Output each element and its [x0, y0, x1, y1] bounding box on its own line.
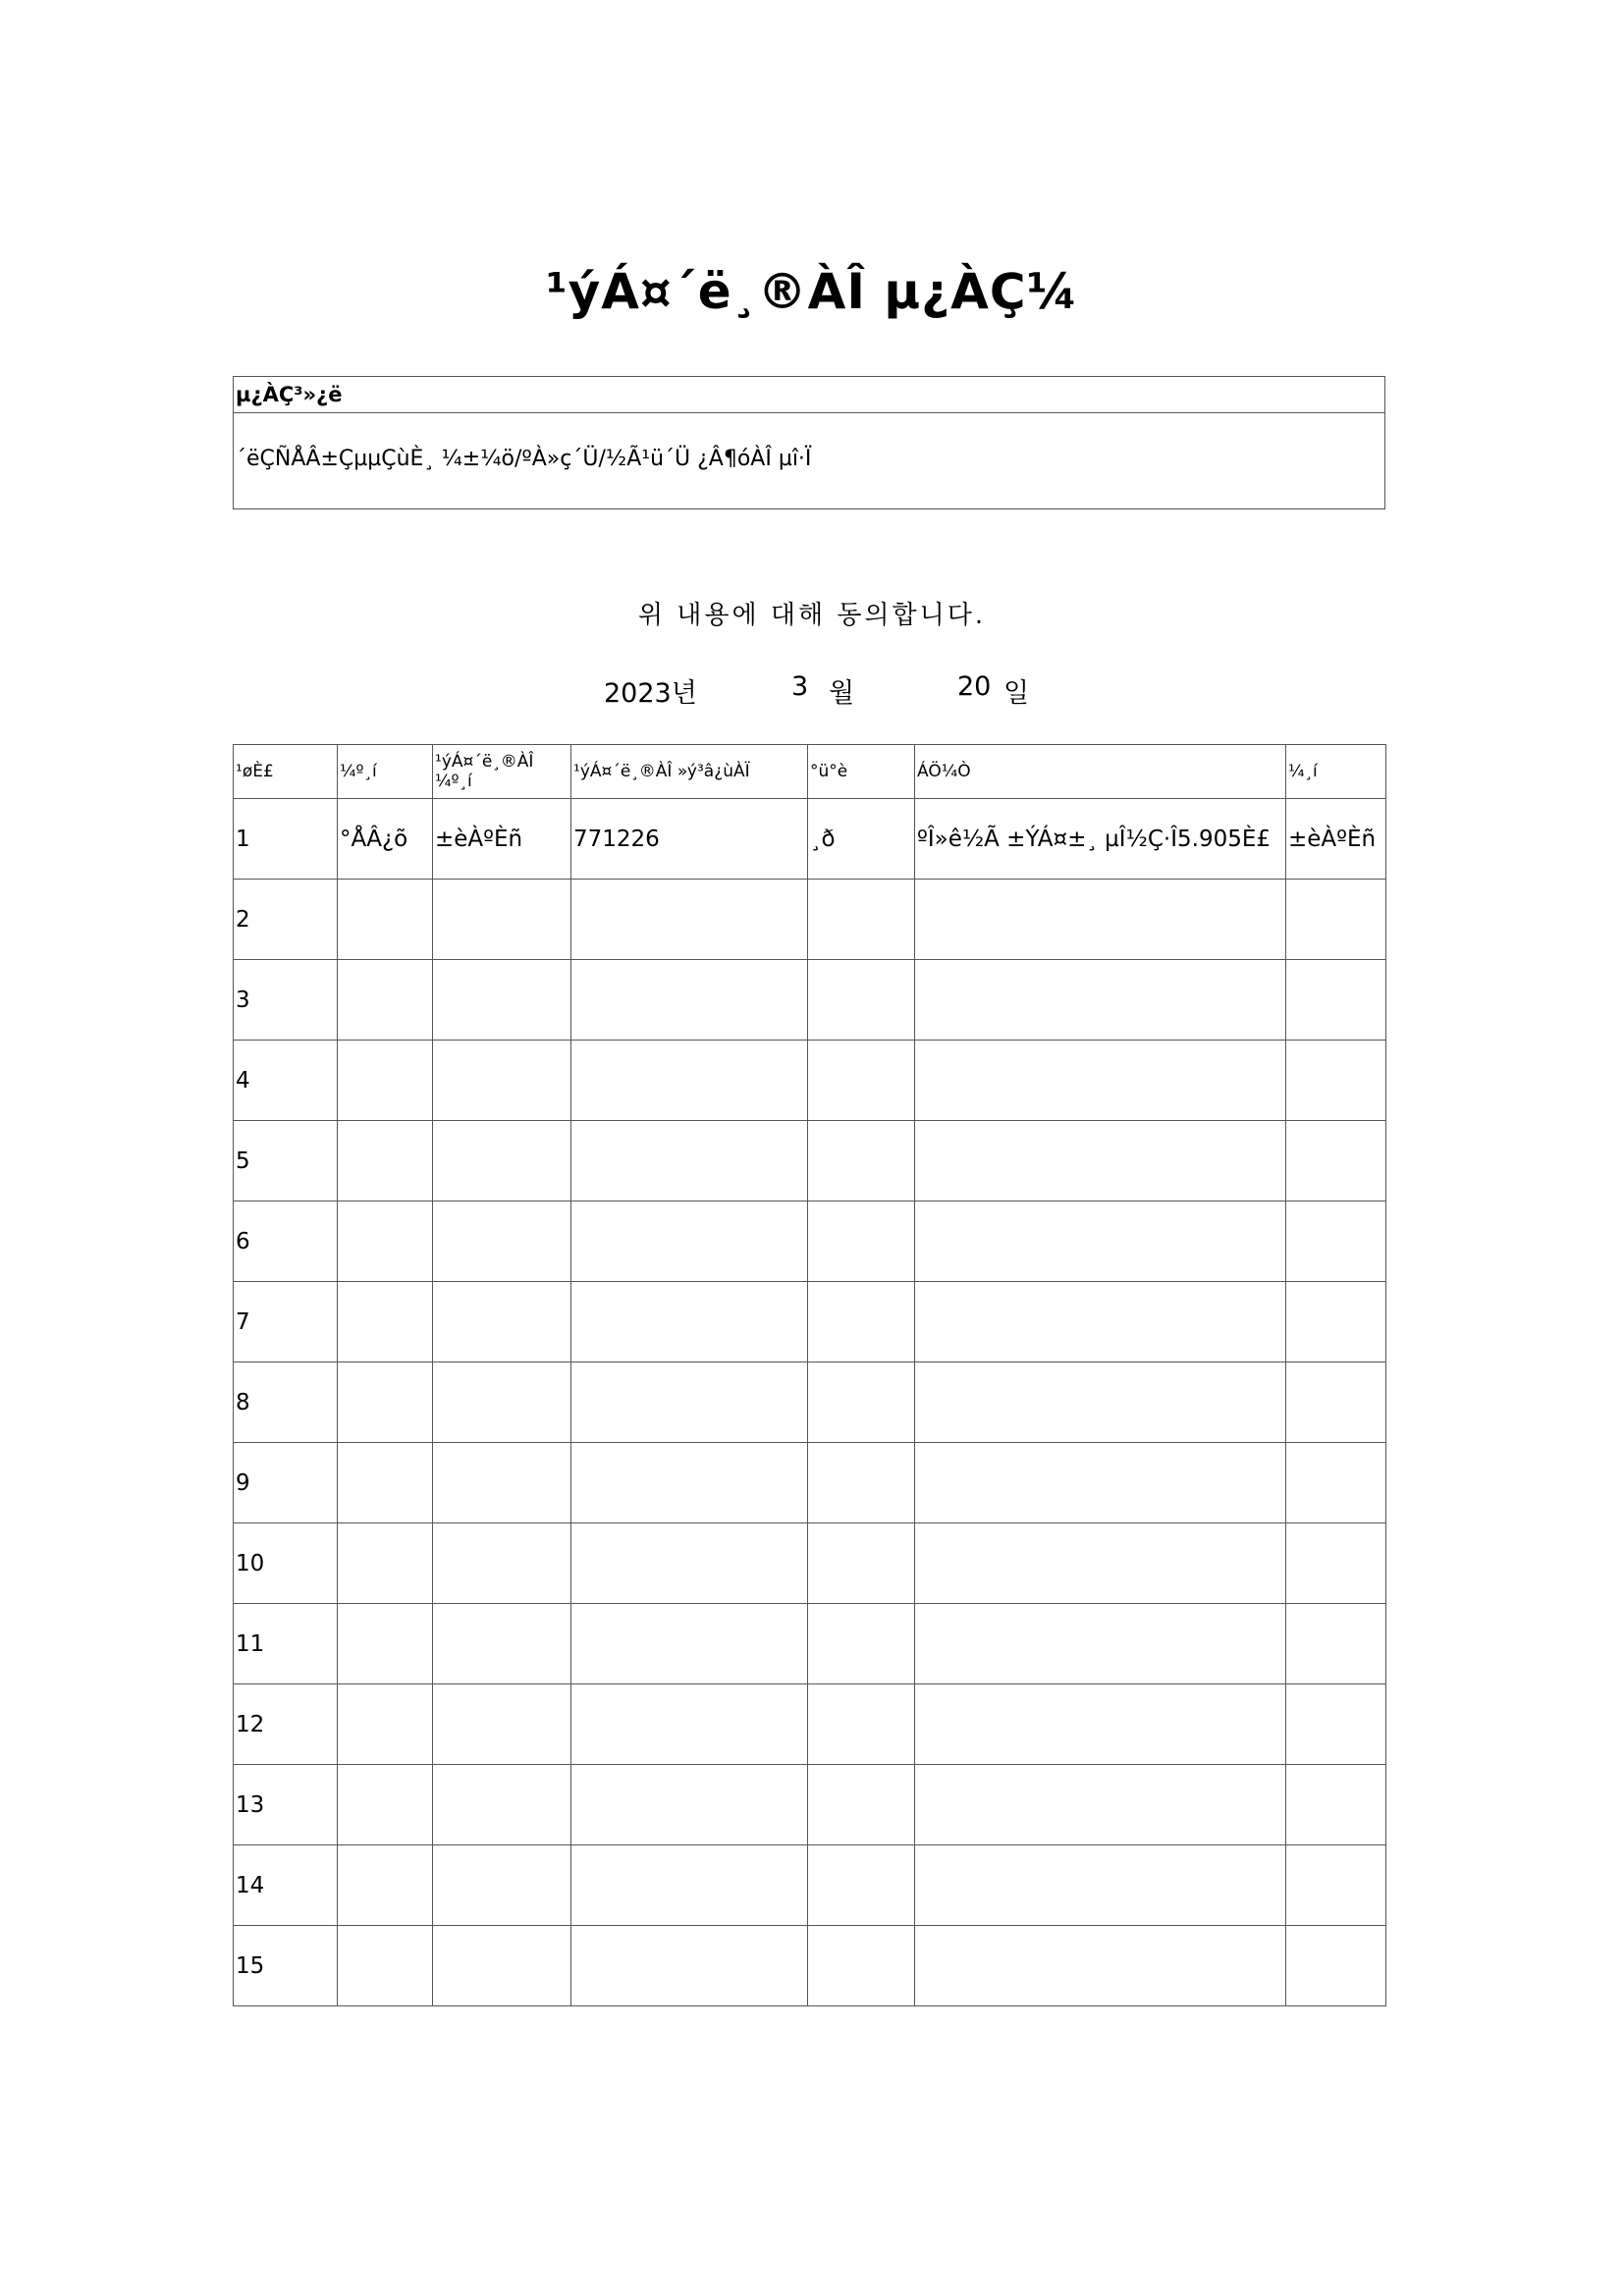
date-day-value: 20: [957, 671, 992, 702]
cell-address: ºÎ»ê½Ã ±ÝÁ¤±¸ µÎ½Ç·Î5.905È£: [915, 799, 1286, 880]
cell-name: [338, 1926, 433, 2006]
header-guardian-name: ¹ýÁ¤´ë¸®ÀÎ ¼º¸í: [433, 745, 571, 799]
cell-guardian-name: [433, 1121, 571, 1201]
cell-number: 12: [234, 1684, 338, 1765]
cell-guardian-name: [433, 1201, 571, 1282]
cell-address: [915, 1845, 1286, 1926]
cell-guardian-birthdate: [571, 1443, 808, 1523]
cell-name: [338, 1121, 433, 1201]
consent-content-box: [233, 376, 1385, 509]
cell-name: [338, 1523, 433, 1604]
cell-guardian-birthdate: [571, 1121, 808, 1201]
cell-address: [915, 1041, 1286, 1121]
cell-relationship: [808, 880, 915, 960]
cell-number: 3: [234, 960, 338, 1041]
cell-relationship: [808, 1765, 915, 1845]
date-month-value: 3: [791, 671, 809, 702]
cell-relationship: [808, 1443, 915, 1523]
table-row: [234, 1523, 1386, 1604]
cell-guardian-name: [433, 1041, 571, 1121]
cell-name: [338, 880, 433, 960]
header-guardian-birthdate: ¹ýÁ¤´ë¸®ÀÎ »ý³â¿ùÀÏ: [571, 745, 808, 799]
cell-guardian-name: [433, 1765, 571, 1845]
cell-guardian-birthdate: [571, 1604, 808, 1684]
cell-guardian-name: ±èÀºÈñ: [433, 799, 571, 880]
cell-address: [915, 880, 1286, 960]
cell-relationship: [808, 1845, 915, 1926]
cell-guardian-name: [433, 1443, 571, 1523]
cell-guardian-name: [433, 960, 571, 1041]
cell-guardian-birthdate: [571, 1201, 808, 1282]
table-row: [234, 1201, 1386, 1282]
header-address: ÁÖ¼Ò: [915, 745, 1286, 799]
header-number: ¹øÈ£: [234, 745, 338, 799]
cell-address: [915, 1765, 1286, 1845]
cell-address: [915, 1282, 1286, 1362]
date-year: 2023년: [604, 678, 697, 709]
date-month-unit: 월: [829, 678, 855, 709]
cell-relationship: [808, 1201, 915, 1282]
table-row: [234, 1604, 1386, 1684]
cell-signature: [1286, 1926, 1386, 2006]
cell-guardian-birthdate: [571, 1523, 808, 1604]
cell-number: 10: [234, 1523, 338, 1604]
cell-guardian-birthdate: [571, 880, 808, 960]
table-row: [234, 1443, 1386, 1523]
table-row: [234, 1765, 1386, 1845]
cell-guardian-name: [433, 1926, 571, 2006]
cell-address: [915, 1362, 1286, 1443]
cell-address: [915, 960, 1286, 1041]
cell-signature: [1286, 1282, 1386, 1362]
cell-signature: [1286, 1041, 1386, 1121]
table-row: [234, 1684, 1386, 1765]
cell-signature: [1286, 1362, 1386, 1443]
cell-number: 6: [234, 1201, 338, 1282]
date-day-unit: 일: [1003, 678, 1030, 709]
consent-content-header: µ¿ÀÇ³»¿ë: [234, 377, 1384, 413]
table-row: [234, 1362, 1386, 1443]
cell-guardian-birthdate: [571, 1041, 808, 1121]
table-header-row: [234, 745, 1386, 799]
table-row: [234, 960, 1386, 1041]
table-row: [234, 880, 1386, 960]
cell-name: [338, 1362, 433, 1443]
cell-address: [915, 1201, 1286, 1282]
cell-name: [338, 1845, 433, 1926]
cell-guardian-birthdate: [571, 1845, 808, 1926]
table-row: [234, 1845, 1386, 1926]
table-body: [234, 799, 1386, 2006]
cell-address: [915, 1684, 1286, 1765]
cell-name: [338, 1443, 433, 1523]
cell-relationship: [808, 1926, 915, 2006]
cell-number: 14: [234, 1845, 338, 1926]
cell-signature: ±èÀºÈñ: [1286, 799, 1386, 880]
cell-guardian-birthdate: [571, 960, 808, 1041]
cell-address: [915, 1926, 1286, 2006]
cell-signature: [1286, 1443, 1386, 1523]
cell-guardian-birthdate: [571, 1765, 808, 1845]
cell-number: 13: [234, 1765, 338, 1845]
cell-name: [338, 1684, 433, 1765]
cell-signature: [1286, 880, 1386, 960]
cell-address: [915, 1604, 1286, 1684]
cell-number: 4: [234, 1041, 338, 1121]
consent-content-text: ´ëÇÑÅÂ±ÇµµÇùÈ¸ ¼±¼ö/ºÀ»ç´Ü/½Ã¹ü´Ü ¿Â¶óÀÎ µî·Ï: [236, 447, 812, 471]
cell-address: [915, 1121, 1286, 1201]
cell-name: °ÅÂ¿õ: [338, 799, 433, 880]
table-row: [234, 1041, 1386, 1121]
cell-guardian-birthdate: [571, 1926, 808, 2006]
cell-relationship: ¸ð: [808, 799, 915, 880]
cell-relationship: [808, 1121, 915, 1201]
cell-relationship: [808, 1684, 915, 1765]
cell-relationship: [808, 960, 915, 1041]
cell-name: [338, 960, 433, 1041]
cell-number: 15: [234, 1926, 338, 2006]
table-row: [234, 1926, 1386, 2006]
cell-number: 7: [234, 1282, 338, 1362]
cell-guardian-birthdate: [571, 1362, 808, 1443]
cell-name: [338, 1041, 433, 1121]
cell-signature: [1286, 1523, 1386, 1604]
cell-signature: [1286, 1684, 1386, 1765]
cell-name: [338, 1604, 433, 1684]
cell-signature: [1286, 1121, 1386, 1201]
cell-guardian-name: [433, 1845, 571, 1926]
cell-number: 9: [234, 1443, 338, 1523]
agreement-statement: 위 내용에 대해 동의합니다.: [637, 601, 987, 630]
cell-relationship: [808, 1604, 915, 1684]
cell-number: 8: [234, 1362, 338, 1443]
cell-name: [338, 1765, 433, 1845]
cell-relationship: [808, 1041, 915, 1121]
cell-address: [915, 1523, 1286, 1604]
table-row: [234, 1282, 1386, 1362]
cell-relationship: [808, 1523, 915, 1604]
cell-name: [338, 1201, 433, 1282]
header-relationship: °ü°è: [808, 745, 915, 799]
table-row: [234, 799, 1386, 880]
table-row: [234, 1121, 1386, 1201]
cell-guardian-name: [433, 1684, 571, 1765]
cell-number: 2: [234, 880, 338, 960]
cell-guardian-name: [433, 1362, 571, 1443]
cell-signature: [1286, 1604, 1386, 1684]
cell-number: 1: [234, 799, 338, 880]
cell-guardian-name: [433, 1523, 571, 1604]
cell-guardian-name: [433, 1282, 571, 1362]
header-signature: ¼¸í: [1286, 745, 1386, 799]
cell-signature: [1286, 960, 1386, 1041]
document-title: ¹ýÁ¤´ë¸®ÀÎ µ¿ÀÇ¼: [545, 263, 1079, 320]
cell-relationship: [808, 1282, 915, 1362]
cell-name: [338, 1282, 433, 1362]
cell-guardian-birthdate: [571, 1684, 808, 1765]
cell-guardian-name: [433, 1604, 571, 1684]
cell-guardian-birthdate: 771226: [571, 799, 808, 880]
cell-guardian-birthdate: [571, 1282, 808, 1362]
guardian-table: [233, 744, 1386, 2006]
cell-relationship: [808, 1362, 915, 1443]
cell-number: 5: [234, 1121, 338, 1201]
cell-signature: [1286, 1765, 1386, 1845]
cell-signature: [1286, 1201, 1386, 1282]
cell-signature: [1286, 1845, 1386, 1926]
cell-address: [915, 1443, 1286, 1523]
cell-number: 11: [234, 1604, 338, 1684]
cell-guardian-name: [433, 880, 571, 960]
header-name: ¼º¸í: [338, 745, 433, 799]
